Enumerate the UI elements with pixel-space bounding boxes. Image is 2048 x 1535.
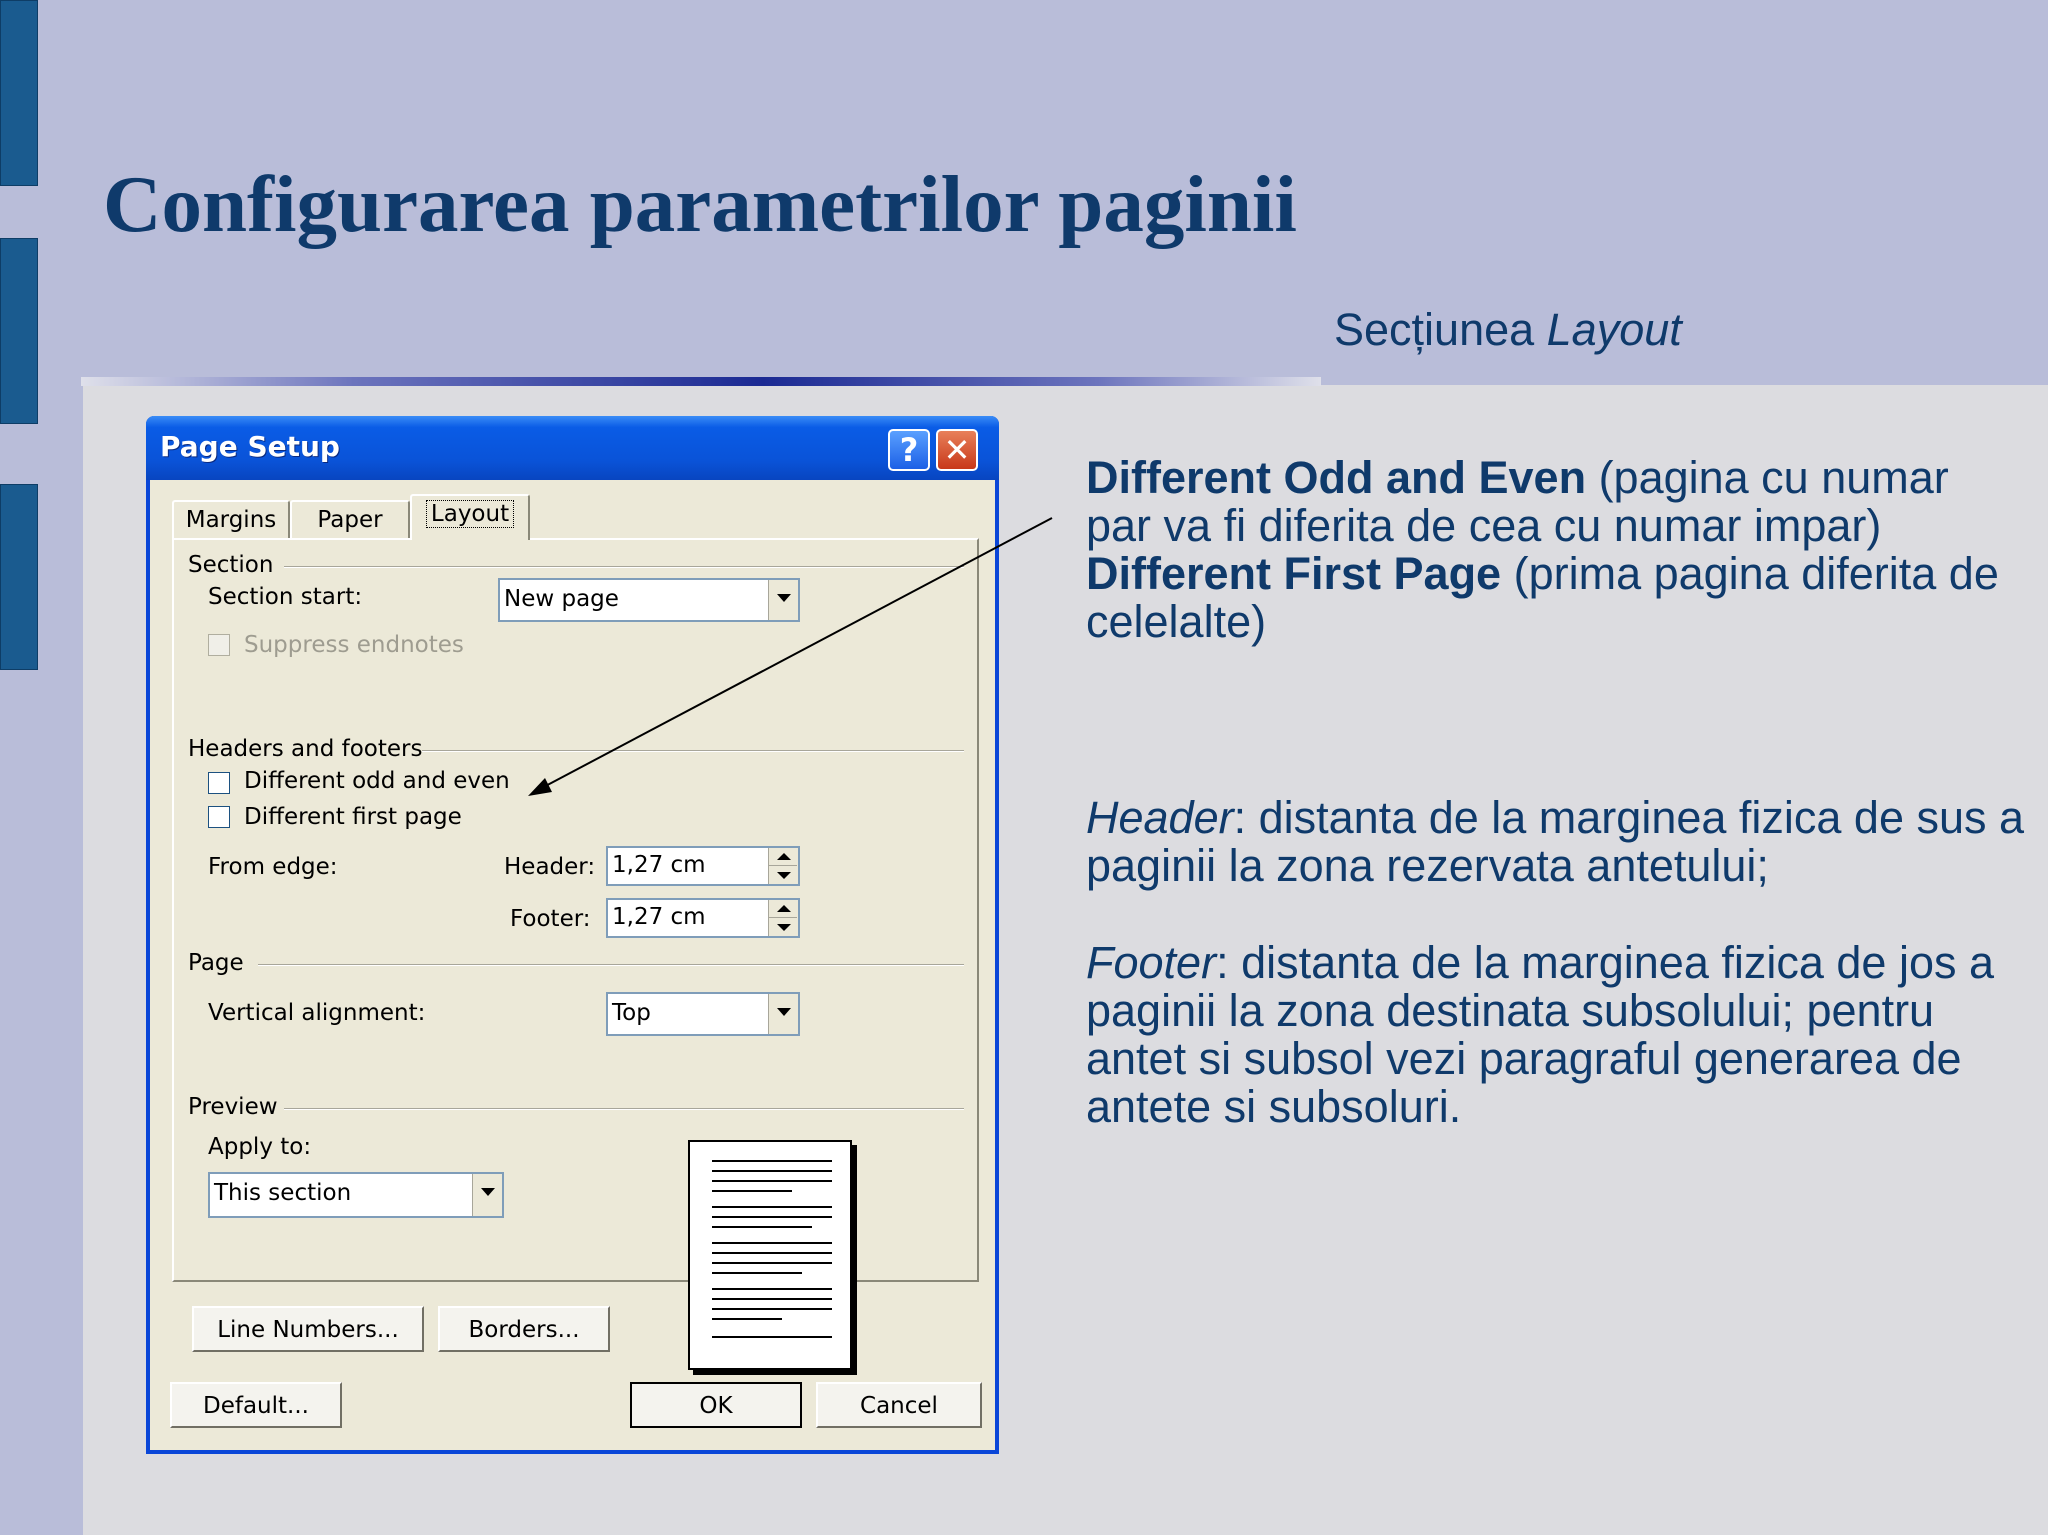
section-group-label: Section (188, 552, 274, 578)
section-start-value: New page (504, 586, 619, 612)
footer-term: Footer (1086, 937, 1217, 988)
headers-footers-group-label: Headers and footers (188, 736, 423, 762)
from-edge-label: From edge: (208, 854, 338, 880)
footer-distance-label: Footer: (510, 906, 591, 932)
header-distance-label: Header: (504, 854, 596, 880)
vertical-alignment-label: Vertical alignment: (208, 1000, 426, 1026)
tab-label: Layout (426, 500, 514, 528)
subtitle-emphasis: Layout (1546, 304, 1682, 355)
first-page-text: (prima pagina diferita de celelalte) (1086, 548, 1999, 647)
tab-label: Paper (317, 507, 383, 533)
subtitle-prefix: Secțiunea (1334, 304, 1547, 355)
line-numbers-button[interactable]: Line Numbers... (192, 1306, 424, 1352)
header-text: : distanta de la marginea fizica de sus a paginii la zona rezervata antetului; (1086, 792, 2025, 891)
apply-to-value: This section (214, 1180, 352, 1206)
help-icon: ? (899, 431, 919, 469)
vertical-alignment-value: Top (612, 1000, 651, 1026)
footer-distance-value: 1,27 cm (612, 904, 706, 930)
borders-button[interactable]: Borders... (438, 1306, 610, 1352)
header-term: Header (1086, 792, 1234, 843)
page-group-label: Page (188, 950, 244, 976)
slide-title: Configurarea parametrilor paginii (103, 159, 1297, 249)
first-page-term: Different First Page (1086, 548, 1502, 599)
odd-even-text: (pagina cu numar par va fi diferita de cea cu numar impar) (1086, 452, 1949, 551)
suppress-endnotes-label: Suppress endnotes (244, 632, 464, 658)
preview-group-label: Preview (188, 1094, 278, 1120)
cancel-button[interactable]: Cancel (816, 1382, 982, 1428)
odd-even-label: Different odd and even (244, 768, 510, 794)
dialog-title: Page Setup (160, 430, 340, 463)
odd-even-term: Different Odd and Even (1086, 452, 1587, 503)
first-page-label: Different first page (244, 804, 462, 830)
header-distance-value: 1,27 cm (612, 852, 706, 878)
apply-to-label: Apply to: (208, 1134, 312, 1160)
footer-text: : distanta de la marginea fizica de jos a paginii la zona destinata subsolului; pentru antet si subsol vezi paragraful generarea de antete si subsoluri. (1086, 937, 1995, 1132)
section-start-label: Section start: (208, 584, 363, 610)
tab-label: Margins (185, 507, 277, 533)
tab-layout[interactable] (410, 494, 530, 540)
ok-button[interactable]: OK (630, 1382, 802, 1428)
default-button[interactable]: Default... (170, 1382, 342, 1428)
close-icon: ✕ (943, 431, 971, 469)
